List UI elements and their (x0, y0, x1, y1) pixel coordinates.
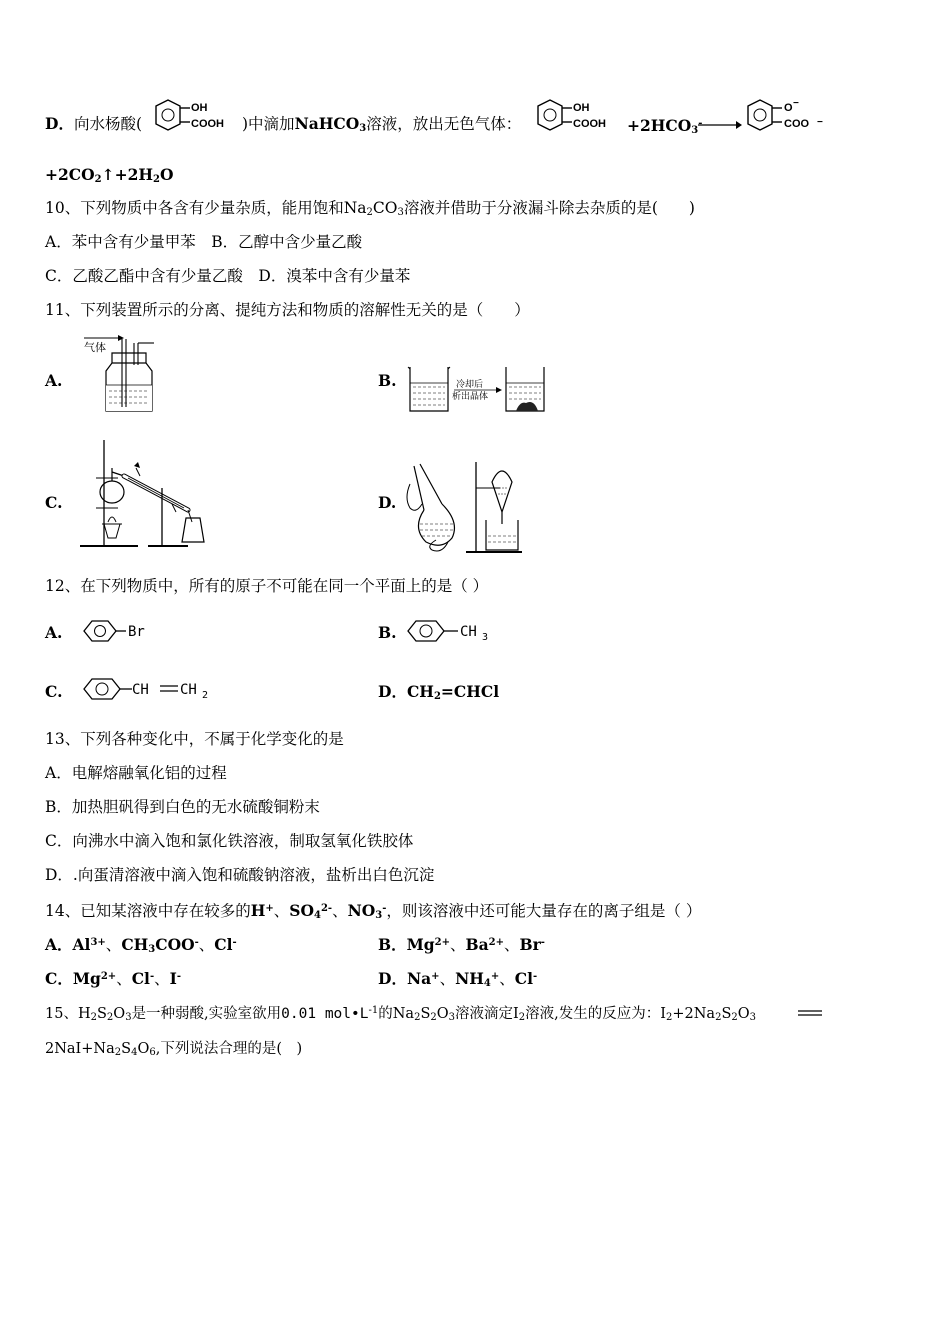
d-cl: Cl (514, 969, 534, 988)
a-al: Al (72, 935, 91, 954)
d-nh4: NH (455, 969, 484, 988)
sep: 、 (503, 936, 520, 954)
h2s2o3-s3: 3 (125, 1012, 132, 1023)
plus-hco3: +2HCO (627, 116, 692, 135)
q14-c-label: C． (45, 969, 73, 988)
salicylate-dianion-structure (742, 100, 837, 136)
crystallization-beakers-figure (408, 365, 548, 415)
salicylic-acid-structure-1 (146, 100, 246, 136)
q10-options-ab (45, 231, 362, 253)
na-b: S (420, 1006, 431, 1022)
ion-no3: NO (347, 901, 376, 920)
eq-d: O (737, 1006, 750, 1022)
q12-option-b-label: B. (378, 623, 397, 642)
q10-option-d: D．溴苯中含有少量苯 (258, 267, 411, 285)
ion-so4-sub: 4 (314, 910, 321, 921)
sep: 、 (332, 902, 348, 920)
q15-text-c: 溶液滴定 (455, 1006, 514, 1022)
q10-option-c: C．乙酸乙酯中含有少量乙酸 (45, 267, 243, 285)
products-b: ↑+2H (101, 165, 153, 184)
q14-a-label: A． (45, 935, 73, 954)
q15-conc-sup: -1 (368, 1005, 379, 1016)
d-cl-sup: - (533, 971, 538, 982)
cool-label-2: 析出晶体 (452, 392, 489, 402)
b-br: Br (519, 935, 541, 954)
q15-line-1 (45, 1000, 756, 1029)
q10-option-a: A．苯中含有少量甲苯 (45, 233, 196, 251)
c-i-sup: - (176, 971, 182, 982)
q14-option-b (378, 932, 545, 956)
q11-option-d-label: D. (378, 493, 397, 512)
q14-b-label: B． (378, 935, 407, 954)
q15-line-2 (45, 1038, 302, 1064)
na-a: Na (392, 1006, 415, 1022)
q14-option-a (45, 932, 237, 961)
q10-options-cd (45, 265, 410, 287)
q9d-mid (242, 113, 521, 140)
a-cl: Cl (214, 935, 233, 954)
a-coo-sup: - (194, 937, 199, 948)
q9d-line (45, 113, 142, 135)
salicylic-acid-structure-2 (532, 100, 632, 136)
gas-washing-bottle-figure (82, 335, 162, 415)
ch2-sub: 2 (202, 690, 209, 701)
q15-num: 15、 (45, 1006, 78, 1022)
q10-stem (45, 197, 695, 224)
q9d-text-a: 向水杨酸( (73, 115, 143, 133)
ion-no3-sub: 3 (375, 910, 383, 921)
bromobenzene-structure (78, 617, 158, 647)
sep: 、 (499, 970, 515, 988)
sep: 、 (154, 970, 170, 988)
products-a: +2CO (45, 165, 95, 184)
d-nh4-sup: + (490, 971, 500, 982)
cool-label-1: 冷却后 (456, 380, 484, 390)
ion-so4: SO (289, 901, 314, 920)
q13-option-a: A．电解熔融氧化铝的过程 (45, 764, 227, 782)
q15-text-b: 的 (378, 1006, 393, 1022)
b-ba: Ba (465, 935, 489, 954)
na-s2: 2 (430, 1012, 437, 1023)
eq-b: +2Na (672, 1006, 716, 1022)
q10-option-b: B．乙醇中含少量乙酸 (211, 233, 363, 251)
ch2-label: CH (180, 682, 197, 698)
q12-option-c-label: C. (45, 682, 63, 701)
products-c: O (159, 165, 174, 184)
q15-conc: 0.01 mol•L (281, 1006, 369, 1022)
line2-s3: 6 (149, 1047, 156, 1058)
c-cl: Cl (131, 969, 150, 988)
q11-option-c-label: C. (45, 493, 63, 512)
line2-s2: 4 (131, 1047, 138, 1058)
eq-c: S (721, 1006, 732, 1022)
sep: 、 (449, 936, 466, 954)
d-nh4-sub: 4 (483, 978, 491, 989)
line2-end: ,下列说法合理的是( ) (155, 1041, 303, 1057)
oh-label: OH (191, 102, 208, 114)
eq-a-sub: 2 (665, 1012, 673, 1023)
products-sub2: 2 (153, 174, 160, 185)
c-mg-sup: 2+ (100, 971, 117, 982)
q11-option-b-label: B. (378, 371, 397, 390)
d-na: Na (406, 969, 432, 988)
h2s2o3-s2: 2 (106, 1012, 114, 1023)
q9d-text-b: )中滴加 (242, 115, 295, 133)
line2-a: 2NaI+Na (45, 1041, 115, 1057)
q14-stem-b: ，则该溶液中还可能大量存在的离子组是（ ） (386, 902, 702, 920)
q12-d-sub: 2 (433, 691, 441, 702)
q9d-products (45, 164, 173, 191)
ch3-label: CH (460, 624, 477, 640)
ion-so4-sup: 2- (320, 903, 333, 914)
q9d-text-c: 溶液，放出无色气体： (366, 115, 522, 133)
na2co3-a: Na (343, 199, 367, 217)
oh-label-2: OH (573, 102, 590, 114)
q11-option-a-label: A. (45, 371, 63, 390)
gas-label: 气体 (84, 341, 106, 354)
q13-option-c: C．向沸水中滴入饱和氯化铁溶液，制取氢氧化铁胶体 (45, 832, 414, 850)
toluene-structure (402, 617, 502, 647)
distillation-apparatus-figure (78, 438, 210, 550)
sep: 、 (198, 936, 215, 954)
b-mg: Mg (406, 935, 435, 954)
nahco3-sub: 3 (359, 123, 367, 134)
na2co3-sub1: 2 (366, 207, 373, 218)
q14-option-d (378, 966, 537, 995)
a-coo: COO (155, 935, 195, 954)
products-sub: 2 (94, 174, 102, 185)
cooh-label: COOH (191, 118, 224, 130)
na-s3: 3 (448, 1012, 456, 1023)
b-mg-sup: 2+ (434, 937, 450, 948)
q10-stem-end: 溶液并借助于分液漏斗除去杂质的是( ) (403, 199, 695, 217)
eq-d-sub: 3 (749, 1012, 757, 1023)
ch-label: CH (132, 682, 149, 698)
q12-stem: 12、在下列物质中，所有的原子不可能在同一个平面上的是（ ） (45, 577, 489, 595)
line2-c: O (137, 1041, 150, 1057)
q13-option-b: B．加热胆矾得到白色的无水硫酸铜粉末 (45, 798, 320, 816)
q11-stem: 11、下列装置所示的分离、提纯方法和物质的溶解性无关的是（ ） (45, 301, 530, 319)
cooh-label-2: COOH (573, 118, 606, 130)
q12-option-d (378, 681, 499, 708)
i2: I (513, 1006, 519, 1022)
q12-d-text-a: CH (406, 682, 434, 701)
ion-h: H (250, 901, 266, 920)
o-minus-charge: − (793, 98, 799, 109)
q9d-hco3 (627, 113, 702, 142)
option-label: D． (45, 114, 74, 133)
q13-option-d: D．.向蛋清溶液中滴入饱和硫酸钠溶液，盐析出白色沉淀 (45, 866, 435, 884)
sep: 、 (105, 936, 122, 954)
c-i: I (169, 969, 177, 988)
coo-minus-charge: − (817, 117, 823, 128)
reaction-arrow (698, 118, 742, 132)
o-minus-label: O (784, 102, 793, 114)
i2-sub: 2 (518, 1012, 526, 1023)
equals-sign-long (798, 1009, 824, 1017)
na-s1: 2 (414, 1012, 421, 1023)
h2s2o3-b: S (96, 1006, 107, 1022)
ion-no3-sup: - (382, 903, 387, 914)
sep: 、 (273, 902, 290, 920)
na2co3-sub2: 3 (397, 207, 404, 218)
q14-d-label: D． (378, 969, 407, 988)
h2s2o3-a: H (77, 1006, 91, 1022)
eq-c-sub: 2 (731, 1012, 738, 1023)
sep: 、 (439, 970, 456, 988)
h2s2o3-c: O (113, 1006, 126, 1022)
sep: 、 (116, 970, 132, 988)
b-br-sup: - (540, 937, 545, 948)
br-label: Br (128, 624, 145, 640)
hco3-sup: - (698, 118, 703, 129)
h2s2o3-s1: 2 (90, 1012, 97, 1023)
q12-d-text-b: =CHCl (440, 682, 500, 701)
a-cl-sup: - (232, 937, 237, 948)
c-mg: Mg (72, 969, 101, 988)
q13-stem: 13、下列各种变化中，不属于化学变化的是 (45, 730, 344, 748)
q14-stem-a: 14、已知某溶液中存在较多的 (45, 902, 251, 920)
q15-text-d: 溶液,发生的反应为： (525, 1006, 661, 1022)
c-cl-sup: - (149, 971, 155, 982)
d-na-sup: + (431, 971, 440, 982)
q12-d-label: D． (378, 682, 407, 701)
a-ch3: CH (121, 935, 149, 954)
coo-minus-label: COO (784, 118, 810, 130)
a-ch3-sub: 3 (148, 944, 156, 955)
line2-b: S (121, 1041, 132, 1057)
b-ba-sup: 2+ (488, 937, 504, 948)
q10-stem-text: 10、下列物质中各含有少量杂质，能用饱和 (45, 199, 344, 217)
separating-funnel-figure (402, 458, 532, 554)
styrene-structure (78, 675, 228, 705)
q12-option-a-label: A. (45, 623, 63, 642)
eq-a: I (660, 1006, 666, 1022)
eq-b-sub: 2 (715, 1012, 722, 1023)
na2co3-b: CO (372, 199, 398, 217)
q14-stem (45, 898, 701, 927)
a-al-sup: 3+ (90, 937, 106, 948)
hco3-sub: 3 (691, 125, 699, 136)
na-c: O (436, 1006, 449, 1022)
q15-text-a: 是一种弱酸,实验室欲用 (131, 1006, 282, 1022)
nahco3: NaHCO (294, 114, 360, 133)
q14-option-c (45, 966, 181, 990)
ch3-sub: 3 (482, 632, 489, 643)
line2-s1: 2 (114, 1047, 122, 1058)
ion-h-sup: + (265, 903, 274, 914)
